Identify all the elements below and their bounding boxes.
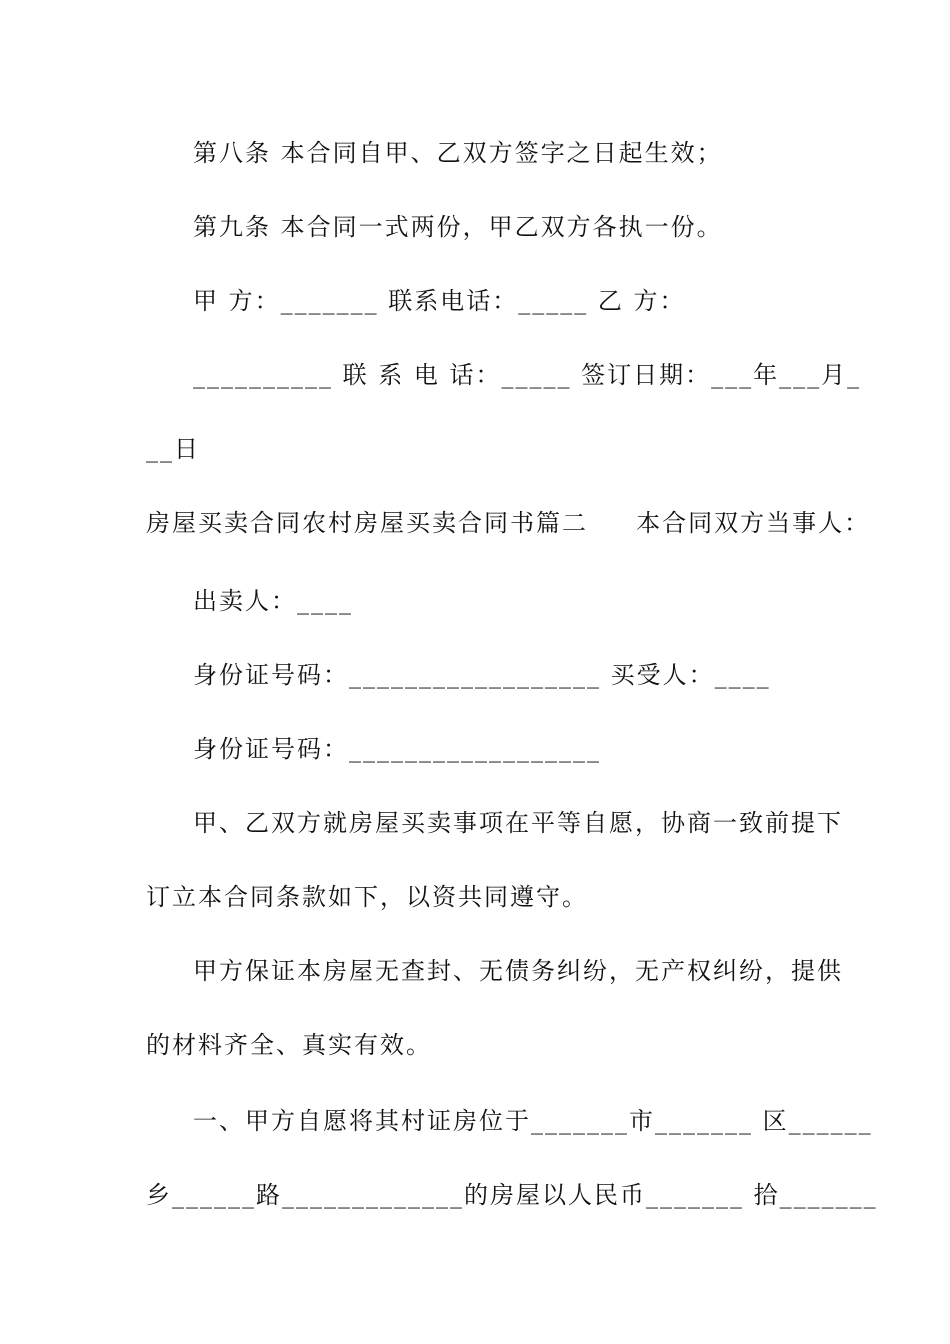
guarantee-paragraph-line-2: 的材料齐全、真实有效。 [146, 1031, 432, 1059]
seller-line: 出卖人：____ [193, 587, 353, 615]
article-8-line: 第八条 本合同自甲、乙双方签字之日起生效； [193, 139, 723, 167]
clause-one-line-2: 乡______路_____________的房屋以人民币_______ 拾_______ [146, 1181, 878, 1209]
agreement-paragraph-line-2: 订立本合同条款如下，以资共同遵守。 [146, 883, 588, 911]
buyer-id-line: 身份证号码：__________________ [193, 735, 601, 763]
section-two-heading: 房屋买卖合同农村房屋买卖合同书篇二 本合同双方当事人： [146, 509, 871, 537]
agreement-paragraph-line-1: 甲、乙双方就房屋买卖事项在平等自愿，协商一致前提下 [193, 809, 843, 837]
article-9-line: 第九条 本合同一式两份，甲乙双方各执一份。 [193, 213, 723, 241]
clause-one-line-1: 一、甲方自愿将其村证房位于_______市_______ 区______ [193, 1107, 873, 1135]
date-day-line: __日 [146, 435, 200, 463]
seller-id-buyer-line: 身份证号码：__________________ 买受人：____ [193, 661, 771, 689]
party-b-contact-date-line: __________ 联 系 电 话：_____ 签订日期：___年___月_ [193, 361, 862, 389]
guarantee-paragraph-line-1: 甲方保证本房屋无查封、无债务纠纷，无产权纠纷，提供 [193, 957, 843, 985]
party-a-contact-line: 甲 方：_______ 联系电话：_____ 乙 方： [193, 287, 686, 315]
